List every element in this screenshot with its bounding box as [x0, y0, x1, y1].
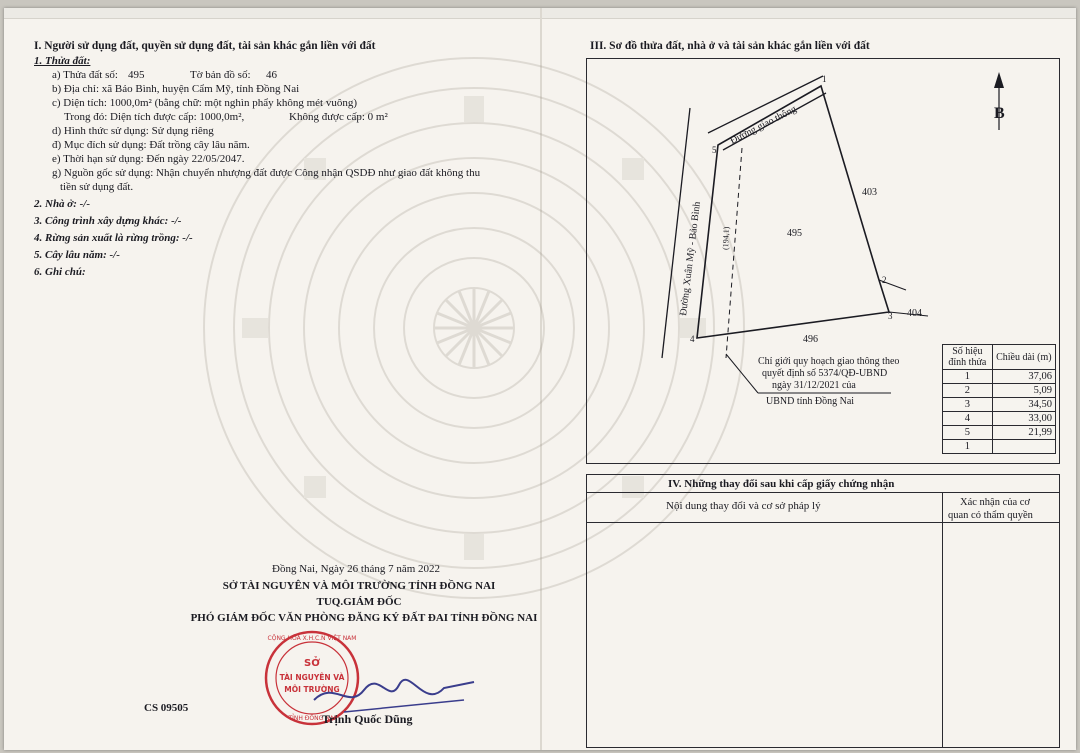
- table-row: [943, 384, 1056, 398]
- cell-len: 33,00: [992, 412, 1055, 426]
- neighbor-403: 403: [862, 187, 877, 198]
- parcel-label: 495: [787, 228, 802, 239]
- stamp-bottom-text: TỈNH ĐỒNG NAI: [288, 715, 336, 722]
- changes-heading: IV. Những thay đổi sau khi cấp giấy chứng nhận: [668, 478, 895, 490]
- table-row: [943, 426, 1056, 440]
- usage-origin: g) Nguồn gốc sử dụng: Nhận chuyển nhượng đất được Công nhận QSDĐ như giao đất không thu: [52, 167, 481, 179]
- item4-forest: 4. Rừng sản xuất là rừng trồng: -/-: [34, 232, 193, 244]
- changes-col-divider: [942, 493, 943, 747]
- note-line-4: UBND tỉnh Đồng Nai: [766, 396, 855, 407]
- cell-len: [992, 440, 1055, 454]
- usage-form: d) Hình thức sử dụng: Sử dụng riêng: [52, 125, 214, 137]
- stamp-top-text: CỘNG HÒA X.H.C.N VIỆT NAM: [267, 635, 357, 642]
- neighbor-404: 404: [907, 308, 922, 319]
- parcel-number-label: a) Thửa đất số:: [52, 69, 118, 81]
- item6-notes: 6. Ghi chú:: [34, 266, 86, 278]
- road-left-line: [662, 108, 690, 358]
- vertex-5: 5: [712, 145, 717, 155]
- note-line-2: quyết định số 5374/QĐ-UBND: [762, 368, 888, 379]
- table-head-length: Chiều dài (m): [992, 345, 1055, 370]
- cell-id: 1: [943, 440, 993, 454]
- area-line: c) Diện tích: 1000,0m² (bằng chữ: một nghìn phẩy không mét vuông): [52, 97, 357, 109]
- left-heading: I. Người sử dụng đất, quyền sử dụng đất, tài sản khác gắn liền với đất: [34, 40, 376, 52]
- usage-term: e) Thời hạn sử dụng: Đến ngày 22/05/2047.: [52, 153, 245, 165]
- stamp-center-1: SỞ: [304, 658, 320, 669]
- changes-col1-title: Nội dung thay đổi và cơ sở pháp lý: [666, 500, 821, 512]
- note-leader: [726, 354, 758, 393]
- cell-id: 3: [943, 398, 993, 412]
- usage-origin-cont: tiền sử dụng đất.: [60, 181, 134, 193]
- neighbor-496: 496: [803, 334, 818, 345]
- sign-date: Đồng Nai, Ngày 26 tháng 7 năm 2022: [272, 563, 441, 575]
- road-left-label: Đường Xuân Mỹ - Bảo Bình: [678, 201, 703, 317]
- address-line: b) Địa chỉ: xã Bảo Bình, huyện Cẩm Mỹ, tỉnh Đồng Nai: [52, 83, 300, 95]
- cell-id: 2: [943, 384, 993, 398]
- cell-len: 37,06: [992, 370, 1055, 384]
- cell-id: 1: [943, 370, 993, 384]
- offset-label: (194,1): [721, 226, 731, 251]
- area-granted: Trong đó: Diện tích được cấp: 1000,0m²,: [64, 111, 245, 123]
- item2-house: 2. Nhà ở: -/-: [34, 198, 91, 210]
- parcel-number: 495: [128, 69, 145, 81]
- vertex-4: 4: [690, 334, 695, 344]
- table-row: [943, 370, 1056, 384]
- item3-construction: 3. Công trình xây dựng khác: -/-: [34, 215, 182, 227]
- cell-id: 4: [943, 412, 993, 426]
- cell-len: 21,99: [992, 426, 1055, 440]
- right-heading: III. Sơ đồ thửa đất, nhà ở và tài sản khác gắn liền với đất: [590, 40, 870, 52]
- table-head-vertex: Số hiệu đỉnh thửa: [943, 345, 993, 370]
- table-row: [943, 440, 1056, 454]
- certificate-sheet: [4, 8, 1076, 750]
- cell-len: 5,09: [992, 384, 1055, 398]
- changes-col2-title-2: quan có thẩm quyền: [948, 510, 1033, 521]
- changes-rule-2: [587, 522, 1059, 523]
- vertex-3: 3: [888, 311, 893, 321]
- edge-length-table: [942, 344, 1056, 454]
- usage-purpose: đ) Mục đích sử dụng: Đất trồng cây lâu năm.: [52, 139, 250, 151]
- map-sheet-label: Tờ bản đồ số:: [190, 69, 251, 81]
- item5-perennial: 5. Cây lâu năm: -/-: [34, 249, 120, 261]
- cell-id: 5: [943, 426, 993, 440]
- area-not-granted: Không được cấp: 0 m²: [289, 111, 388, 123]
- stamp-center-3: MÔI TRƯỜNG: [284, 685, 340, 694]
- cs-number: CS 09505: [144, 702, 189, 714]
- note-line-3: ngày 31/12/2021 của: [772, 380, 856, 391]
- vertex-1: 1: [822, 74, 827, 84]
- changes-rule-1: [587, 492, 1059, 493]
- stamp-center-2: TÀI NGUYÊN VÀ: [279, 673, 345, 682]
- note-line-1: Chỉ giới quy hoạch giao thông theo: [758, 356, 900, 367]
- north-label: B: [994, 105, 1005, 122]
- planning-boundary: [726, 148, 742, 358]
- signer-office: PHÓ GIÁM ĐỐC VĂN PHÒNG ĐĂNG KÝ ĐẤT ĐAI TỈNH ĐỒNG NAI: [190, 612, 538, 624]
- map-sheet-number: 46: [266, 69, 277, 81]
- changes-col2-title-1: Xác nhận của cơ: [960, 497, 1030, 508]
- road-top-label: Đường giao thông: [728, 103, 799, 147]
- signer-name: Trịnh Quốc Dũng: [322, 712, 413, 726]
- item1-title: 1. Thửa đất:: [34, 55, 91, 67]
- vertex-2: 2: [882, 275, 887, 285]
- table-row: [943, 398, 1056, 412]
- issuing-org: SỞ TÀI NGUYÊN VÀ MÔI TRƯỜNG TỈNH ĐỒNG NAI: [222, 580, 496, 592]
- cell-len: 34,50: [992, 398, 1055, 412]
- authorization: TUQ.GIÁM ĐỐC: [316, 596, 402, 608]
- table-row: [943, 412, 1056, 426]
